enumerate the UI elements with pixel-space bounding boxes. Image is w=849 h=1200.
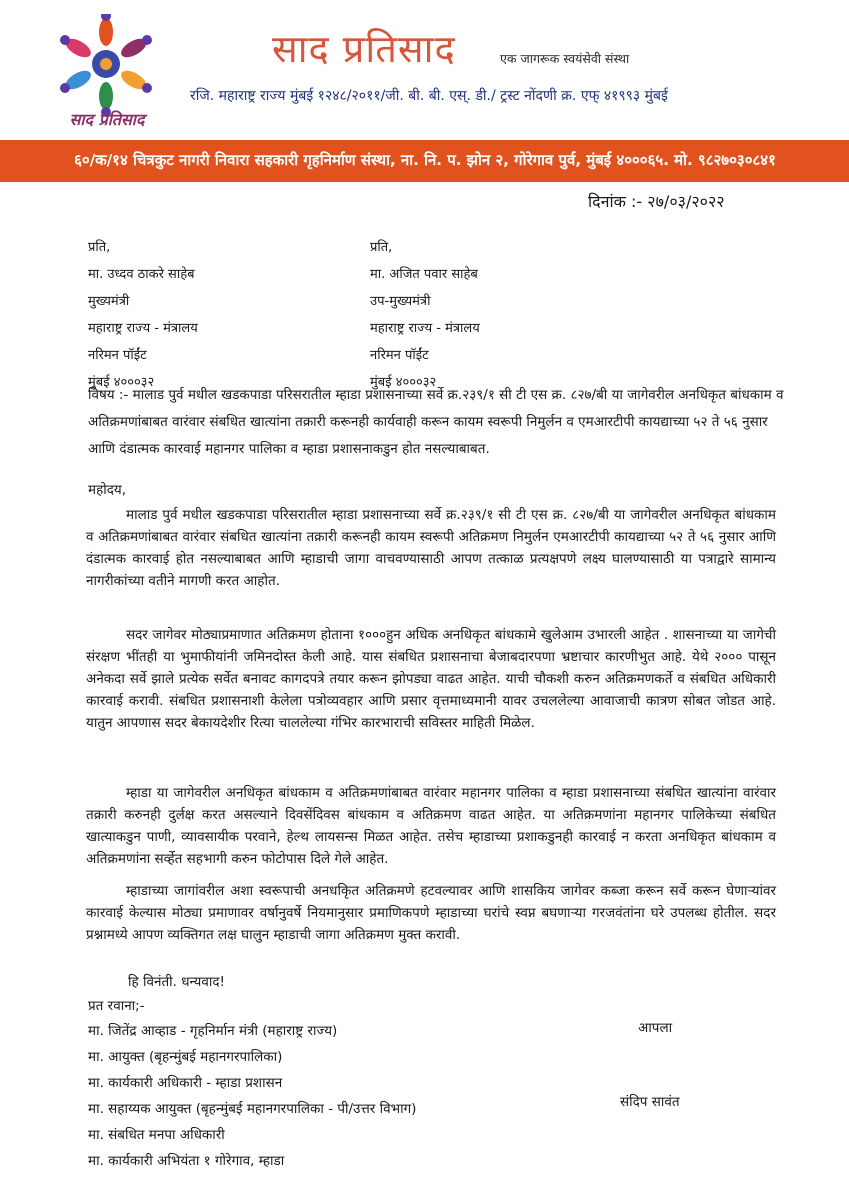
copy-to-item: मा. जितेंद्र आव्हाड - गृहनिर्मान मंत्री (महाराष्ट्र राज्य) xyxy=(88,1023,338,1039)
body-paragraph: सदर जागेवर मोठ्याप्रमाणात अतिक्रमण होताना १०००हुन अधिक अनधिकृत बांधकामे खुलेआम उभारली आहेत . शासनाच्या या जागेची संरक्षण भींतही या भुमाफीयांनी जमिनदोस्त केली आहे. यास संबधित प्रशासनाचा बेजाबदारपणा भ्रष्टाचार कारणीभुत आहे. येथे २००० पासून अनेकदा सर्वे झाले प्रत्येक सर्वेत बनावट कागदपत्रे तयार करून झोपड्या वाढत आहेत. याची चौकशी करुन अतिक्रमणकर्ते व संबधित अधिकारी कारवाई करावी. संबधित प्रशासनाशी केलेला पत्रोव्यवहार आणि प्रसार वृत्तमाध्यमानी यावर उचललेल्या आवाजाची कात्रण सोबत जोडत आहे. यातुन आपणास सदर बेकायदेशीर रित्या चाललेल्या गंभिर कारभाराची सविस्तर माहिती मिळेल. xyxy=(86,627,776,731)
addressee-line: मा. उध्दव ठाकरे साहेब xyxy=(88,267,195,282)
registration-line: रजि. महाराष्ट्र राज्य मुंबई १२४८/२०११/जी. बी. बी. एस्. डी./ ट्रस्ट नोंदणी क्र. एफ् ४१९९३ मुंबई xyxy=(190,88,668,104)
addressee-line: प्रति, xyxy=(370,240,393,255)
copy-to-item: मा. संबधित मनपा अधिकारी xyxy=(88,1127,225,1143)
addressee-line: मा. अजित पवार साहेब xyxy=(370,267,478,282)
addressee-line: मुंबई ४०००३२ xyxy=(88,375,155,390)
addressee-line: मुख्यमंत्री xyxy=(88,294,130,309)
address-line: ६०/क/१४ चित्रकुट नागरी निवारा सहकारी गृहनिर्माण संस्था, ना. नि. प. झोन २, गोरेगाव पुर्व, मुंबई ४०००६५. मो. ९८२७०३०८४१ xyxy=(74,151,776,169)
logo-caption: साद प्रतिसाद xyxy=(69,110,145,129)
addressee-line: महाराष्ट्र राज्य - मंत्रालय xyxy=(88,321,198,336)
subject-text: मालाड पुर्व मधील खडकपाडा परिसरातील म्हाडा प्रशासनाच्या सर्वे क्र.२३९/१ सी टी एस क्र. ८२७/बी या जागेवरील अनधिकृत बांधकाम व अतिक्रमणांबाबत वारंवार संबधित खात्यांना तक्रारी करूनही कार्यवाही करून कायम स्वरूपी निमुर्लन व एमआरटीपी कायद्याच्या ५२ ते ५६ नुसार आणि दंडात्मक कारवाई महानगर पालिका व म्हाडा प्रशासनाकडुन होत नसल्याबाबत. xyxy=(88,387,784,457)
addressee-line: प्रति, xyxy=(88,240,111,255)
letter-date: दिनांक :- २७/०३/२०२२ xyxy=(588,192,725,211)
copy-to-item: मा. कार्यकारी अभियंता १ गोरेगाव, म्हाडा xyxy=(88,1153,285,1169)
copy-to-list xyxy=(88,1018,416,1174)
addressee-line: नरिमन पॉईंट xyxy=(88,348,147,363)
copy-to-item: मा. आयुक्त (बृहन्मुंबई महानगरपालिका) xyxy=(88,1049,283,1065)
subject-block xyxy=(88,382,788,463)
copy-to-item: मा. सहाय्यक आयुक्त (बृहन्मुंबई महानगरपालिका - पी/उत्तर विभाग) xyxy=(88,1101,417,1117)
organization-tagline: एक जागरूक स्वयंसेवी संस्था xyxy=(500,51,630,66)
subject-prefix: विषय :- xyxy=(88,387,129,403)
addressee-right xyxy=(370,234,480,396)
copy-to-item: मा. कार्यकारी अधिकारी - म्हाडा प्रशासन xyxy=(88,1075,283,1091)
copy-to-heading: प्रत रवाना;- xyxy=(88,998,145,1014)
signer-name: संदिप सावंत xyxy=(620,1094,680,1110)
addressee-line: मुंबई ४०००३२ xyxy=(370,375,437,390)
body-paragraph: म्हाडाच्या जागांवरील अशा स्वरूपाची अनधकृित अतिक्रमणे हटवल्यावर आणि शासकिय जागेवर कब्जा करून सर्वे करून घेणाऱ्यांवर कारवाई केल्यास मोठ्या प्रमाणावर वर्षानुवर्षे नियमानुसार प्रमाणिकपणे म्हाडाच्या घरांचे स्वप्न बघणाऱ्या गरजवंतांना घरे उपलब्ध होतील. सदर प्रश्नामध्ये आपण व्यक्तिगत लक्ष घालुन म्हाडाची जागा अतिक्रमण मुक्त करावी. xyxy=(86,883,776,943)
organization-title: साद प्रतिसाद xyxy=(272,27,456,71)
body-paragraph: मालाड पुर्व मधील खडकपाडा परिसरातील म्हाडा प्रशासनाच्या सर्वे क्र.२३९/१ सी टी एस क्र. ८२७/बी या जागेवरील अनधिकृत बांधकाम व अतिक्रमणांबाबत वारंवार संबधित खात्यांना तक्रारी करूनही कायम स्वरूपी अतिक्रमण निमुर्लन एमआरटीपी कायद्याच्या ५२ ते ५६ नुसार आणि दंडात्मक कारवाई होत नसल्याबाबत आणि म्हाडाची जागा वाचवण्यासाठी आपण तत्काळ प्रत्यक्षपणे लक्ष्य घालण्यासाठी या पत्राद्वारे सामान्य नागरीकांच्या वतीने मागणी करत आहोत. xyxy=(86,507,776,589)
addressee-left xyxy=(88,234,198,396)
salutation: महोदय, xyxy=(88,482,127,498)
addressee-line: महाराष्ट्र राज्य - मंत्रालय xyxy=(370,321,480,336)
addressee-line: नरिमन पॉईंट xyxy=(370,348,429,363)
closing-line: हि विनंती. धन्यवाद! xyxy=(128,974,225,990)
addressee-line: उप-मुख्यमंत्री xyxy=(370,294,431,309)
yours-label: आपला xyxy=(638,1020,673,1036)
body-paragraph: म्हाडा या जागेवरील अनधिकृत बांधकाम व अतिक्रमणांबाबत वारंवार महानगर पालिका व म्हाडा प्रशासनाच्या संबधित खात्यांना वारंवार तक्रारी करुनही दुर्लक्ष करत असल्याने दिवसेंदिवस बांधकाम व अतिक्रमण वाढत आहेत. या अतिक्रमणांना महानगर पालिकेच्या संबधित खात्याकडुन पाणी, व्यावसायीक परवाने, हेल्थ लायसन्स मिळत आहेत. तसेच म्हाडाच्या प्रशाकडुनही कारवाई न करता अनधिकृत बांधकाम व अतिक्रमणांना सर्व्हेत सहभागी करुन फोटोपास दिले गेले आहेत. xyxy=(86,785,776,867)
